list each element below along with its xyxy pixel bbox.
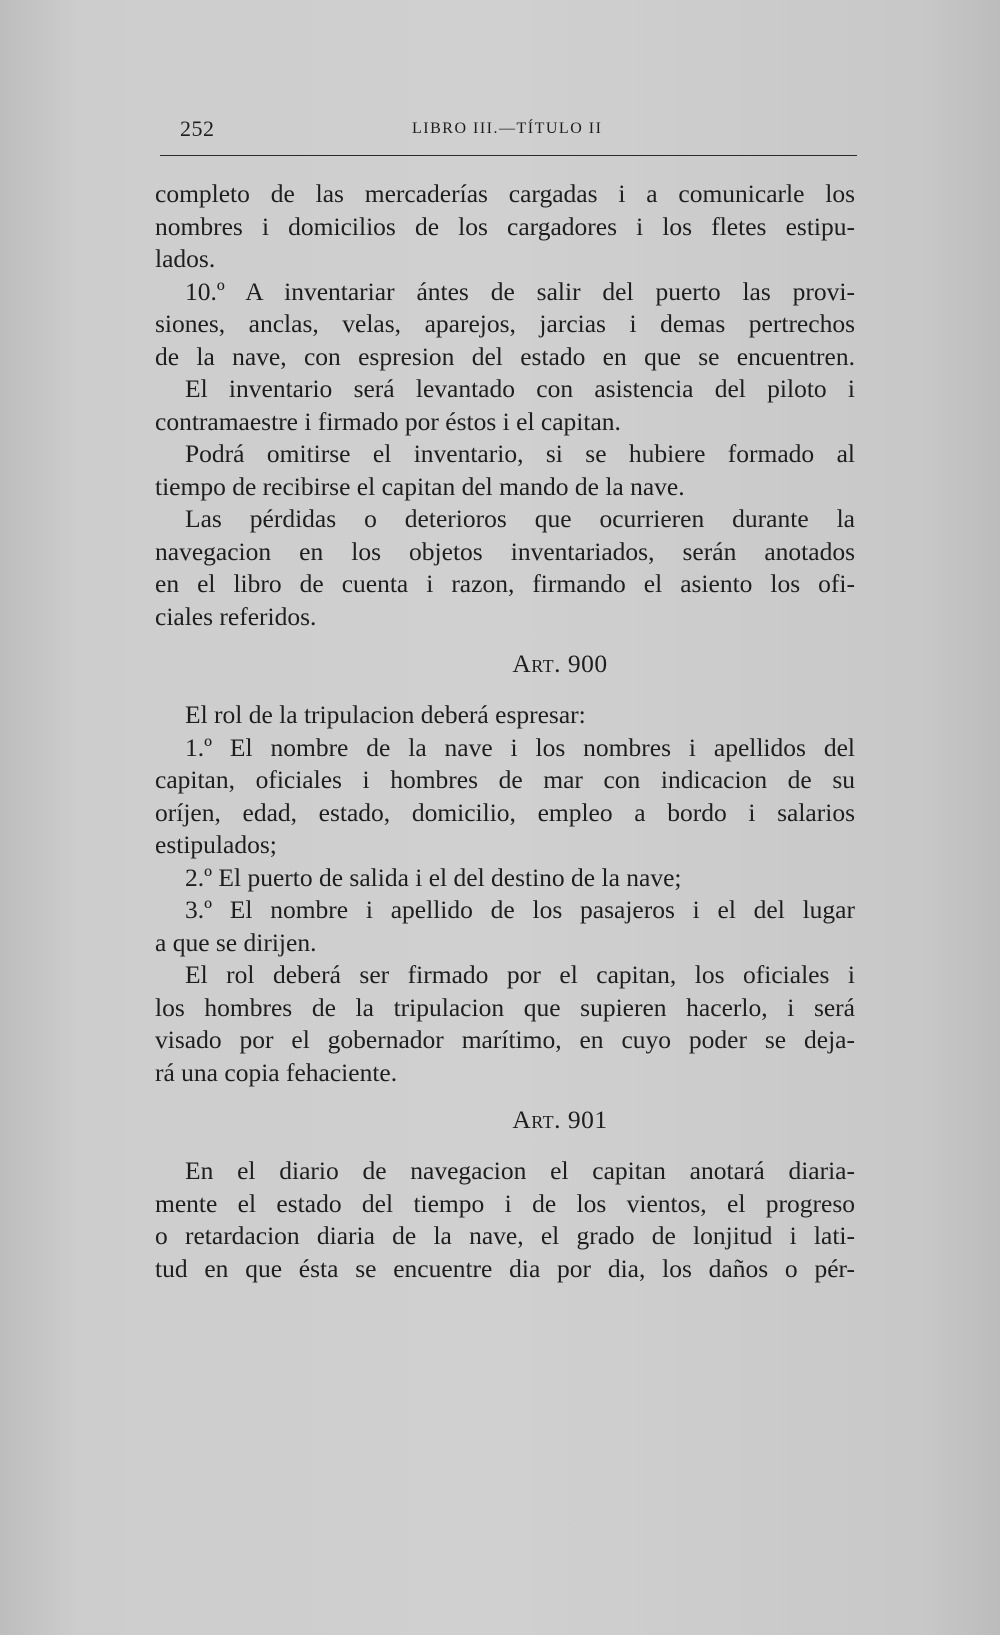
text-line: El inventario será levantado con asistencia del piloto i: [185, 374, 855, 403]
text-line: visado por el gobernador marítimo, en cuyo poder se deja-: [155, 1025, 855, 1054]
text-line: En el diario de navegacion el capitan anotará diaria-: [185, 1156, 855, 1185]
text-line: en el libro de cuenta i razon, firmando el asiento los ofi-: [155, 569, 855, 598]
text-line: completo de las mercaderías cargadas i a comunicarle los: [155, 179, 855, 208]
text-line: los hombres de la tripulacion que supieren hacerlo, i será: [155, 992, 855, 1022]
text-line: 1.º El nombre de la nave i los nombres i apellidos del: [185, 732, 855, 762]
text-line: ciales referidos.: [155, 601, 317, 631]
page-number: 252: [180, 116, 215, 141]
text-line: 2.º El puerto de salida i el del destino de la nave;: [185, 862, 682, 892]
text-line: mente el estado del tiempo i de los vientos, el progreso: [155, 1188, 855, 1218]
header-rule: [160, 155, 857, 156]
text-line: rá una copia fehaciente.: [155, 1057, 398, 1087]
text-line: de la nave, con espresion del estado en que se encuentren.: [155, 341, 855, 371]
article-heading: Art. 901: [512, 1105, 608, 1134]
text-line: 10.º A inventariar ántes de salir del puerto las provi-: [185, 276, 855, 306]
text-line: tiempo de recibirse el capitan del mando de la nave.: [155, 471, 685, 501]
text-line: El rol de la tripulacion deberá espresar:: [185, 700, 586, 729]
text-line: 3.º El nombre i apellido de los pasajeros i el del lugar: [185, 895, 855, 924]
text-line: Las pérdidas o deterioros que ocurrieren durante la: [185, 504, 855, 533]
text-line: estipulados;: [155, 830, 277, 859]
running-head: LIBRO III.—TÍTULO II: [412, 120, 603, 137]
text-line: oríjen, edad, estado, domicilio, empleo a bordo i salarios: [155, 797, 855, 827]
text-line: Podrá omitirse el inventario, si se hubiere formado al: [185, 439, 855, 468]
text-line: o retardacion diaria de la nave, el grado de lonjitud i lati-: [155, 1221, 855, 1250]
text-line: siones, anclas, velas, aparejos, jarcias i demas pertrechos: [155, 309, 855, 338]
page-header: [180, 116, 855, 156]
text-line: nombres i domicilios de los cargadores i los fletes estipu-: [155, 211, 855, 241]
text-line: capitan, oficiales i hombres de mar con indicacion de su: [155, 765, 855, 794]
text-line: a que se dirijen.: [155, 927, 317, 957]
text-line: tud en que ésta se encuentre dia por dia, los daños o pér-: [155, 1253, 855, 1283]
article-heading: Art. 900: [512, 649, 608, 678]
body-text: [155, 178, 855, 1285]
text-line: lados.: [155, 244, 216, 273]
text-line: navegacion en los objetos inventariados, serán anotados: [155, 536, 855, 566]
text-line: El rol deberá ser firmado por el capitan, los oficiales i: [185, 960, 855, 989]
text-line: contramaestre i firmado por éstos i el capitan.: [155, 406, 621, 436]
